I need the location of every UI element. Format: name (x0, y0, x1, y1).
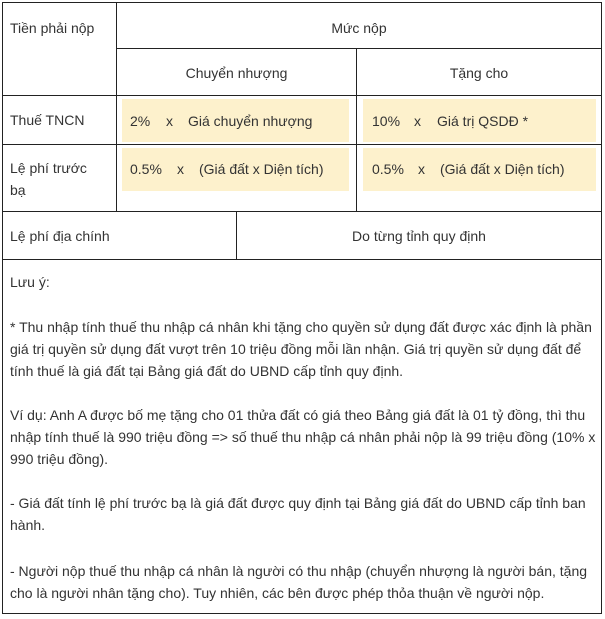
formula-operator: x (177, 161, 184, 177)
formula-operator: x (414, 113, 421, 129)
header-chuyen-nhuong: Chuyển nhượng (185, 65, 288, 81)
border-right (601, 2, 602, 614)
formula-operator: x (418, 161, 425, 177)
value-do-tung-tinh: Do từng tỉnh quy định (352, 228, 486, 244)
formula-base: (Giá đất x Diện tích) (199, 161, 324, 177)
divider-h-truocba (2, 211, 602, 212)
divider-h-diachinh (2, 259, 602, 260)
row-label-le-phi-dia-chinh: Lệ phí địa chính (10, 228, 110, 244)
notes-paragraph-2: Ví dụ: Anh A được bố mẹ tặng cho 01 thửa đất có giá theo Bảng giá đất là 01 tỷ đồng, thì thu nhập tính thuế là 990 triệu đồng => số thuế thu nhập cá nhân phải nộp là 99 triệu đồng (10% x 990 triệu đồng). (10, 407, 596, 467)
header-tien-phai-nop: Tiền phải nộp (10, 20, 95, 36)
formula-operator: x (166, 113, 173, 129)
divider-h-header (116, 48, 602, 49)
border-bottom (2, 613, 602, 614)
row-label-le-phi-truoc-ba-line2: bạ (10, 182, 26, 198)
formula-rate: 0.5% (130, 161, 162, 177)
divider-h-subheader (2, 95, 602, 96)
formula-rate: 0.5% (372, 161, 404, 177)
notes-paragraph-4: - Người nộp thuế thu nhập cá nhân là người có thu nhập (chuyển nhượng là người bán, tặng cho là người nhân tặng cho). Tuy nhiên, các bên được phép thỏa thuận về người nộp. (10, 563, 588, 601)
row-label-thue-tncn: Thuế TNCN (10, 112, 85, 128)
formula-base: Giá trị QSDĐ * (437, 113, 529, 129)
formula-rate: 10% (372, 113, 401, 129)
header-muc-nop: Mức nộp (331, 20, 387, 36)
border-top (2, 2, 602, 3)
divider-h-tncn (2, 144, 602, 145)
notes-paragraph-3: - Giá đất tính lệ phí trước bạ là giá đất được quy định tại Bảng giá đất do UBND cấp tỉnh ban hành. (10, 495, 586, 533)
notes-paragraph-1: * Thu nhập tính thuế thu nhập cá nhân khi tặng cho quyền sử dụng đất được xác định là phần giá trị quyền sử dụng đất vượt trên 10 triệu đồng mỗi lần nhận. Giá trị quyền sử dụng đất để tính thuế là giá đất tại Bảng giá đất do UBND cấp tỉnh quy định. (10, 319, 592, 379)
row-label-le-phi-truoc-ba: Lệ phí trước (10, 160, 87, 176)
notes-title: Lưu ý: (10, 274, 50, 290)
formula-base: Giá chuyển nhượng (188, 113, 313, 129)
header-tang-cho: Tặng cho (449, 65, 509, 81)
formula-rate: 2% (130, 113, 151, 129)
border-left (2, 2, 3, 614)
formula-base: (Giá đất x Diện tích) (440, 161, 565, 177)
